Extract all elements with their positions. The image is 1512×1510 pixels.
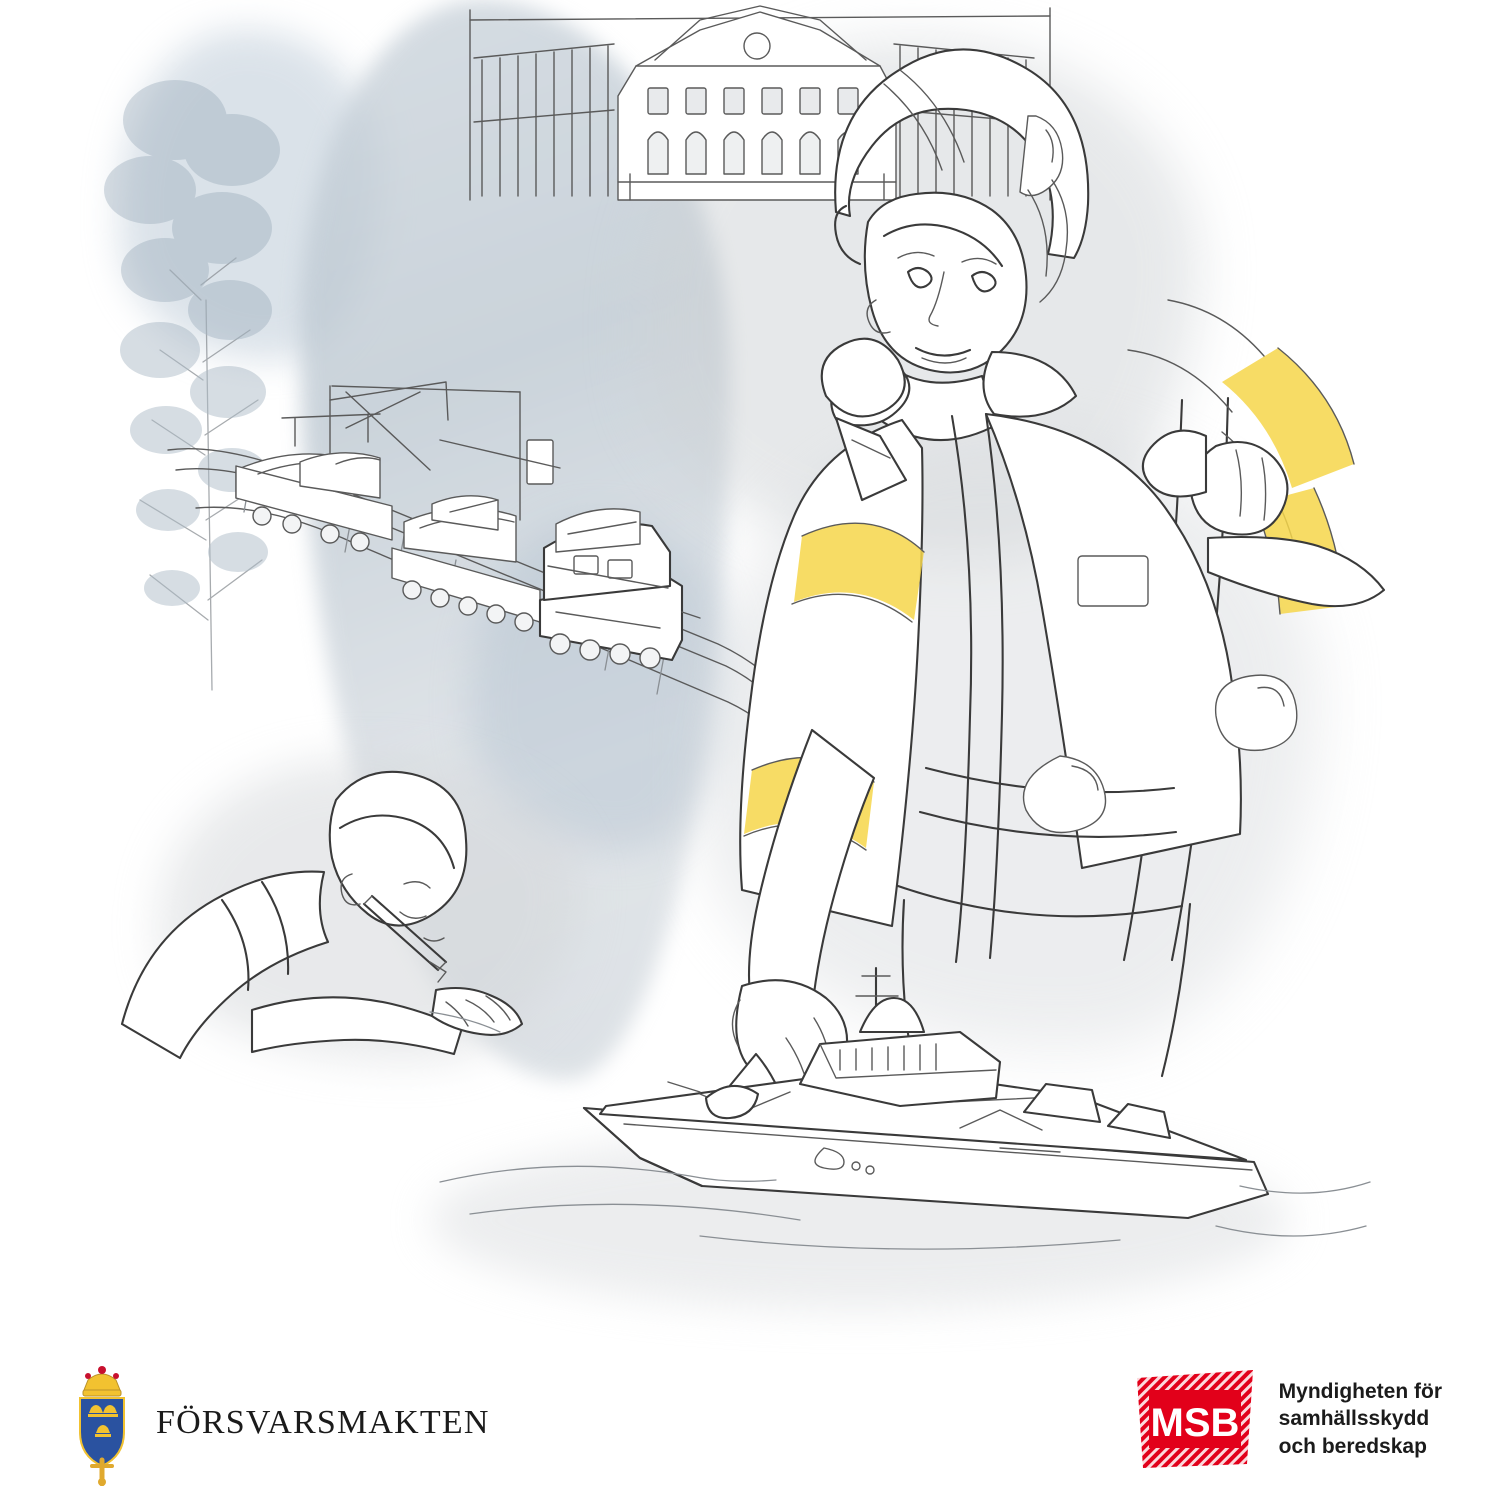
msb-logo (1131, 1364, 1442, 1474)
svg-text:MSB: MSB (1150, 1401, 1240, 1445)
msb-tagline-line-2: samhällsskydd (1278, 1407, 1430, 1431)
footer (0, 1300, 1512, 1510)
forsvarsmakten-wordmark: FÖRSVARSMAKTEN (156, 1404, 490, 1441)
msb-tagline-line-3: och beredskap (1278, 1434, 1427, 1458)
msb-mark-icon (1131, 1364, 1259, 1474)
swedish-armed-forces-crest-icon (70, 1364, 134, 1482)
msb-tagline-line-1: Myndigheten för (1278, 1380, 1442, 1404)
rescue-worker (728, 49, 1384, 1179)
forsvarsmakten-logo (70, 1364, 490, 1482)
msb-tagline (1279, 1378, 1442, 1460)
pine-tree (104, 80, 280, 690)
navy-corvette (440, 968, 1370, 1249)
writing-person (122, 772, 522, 1058)
